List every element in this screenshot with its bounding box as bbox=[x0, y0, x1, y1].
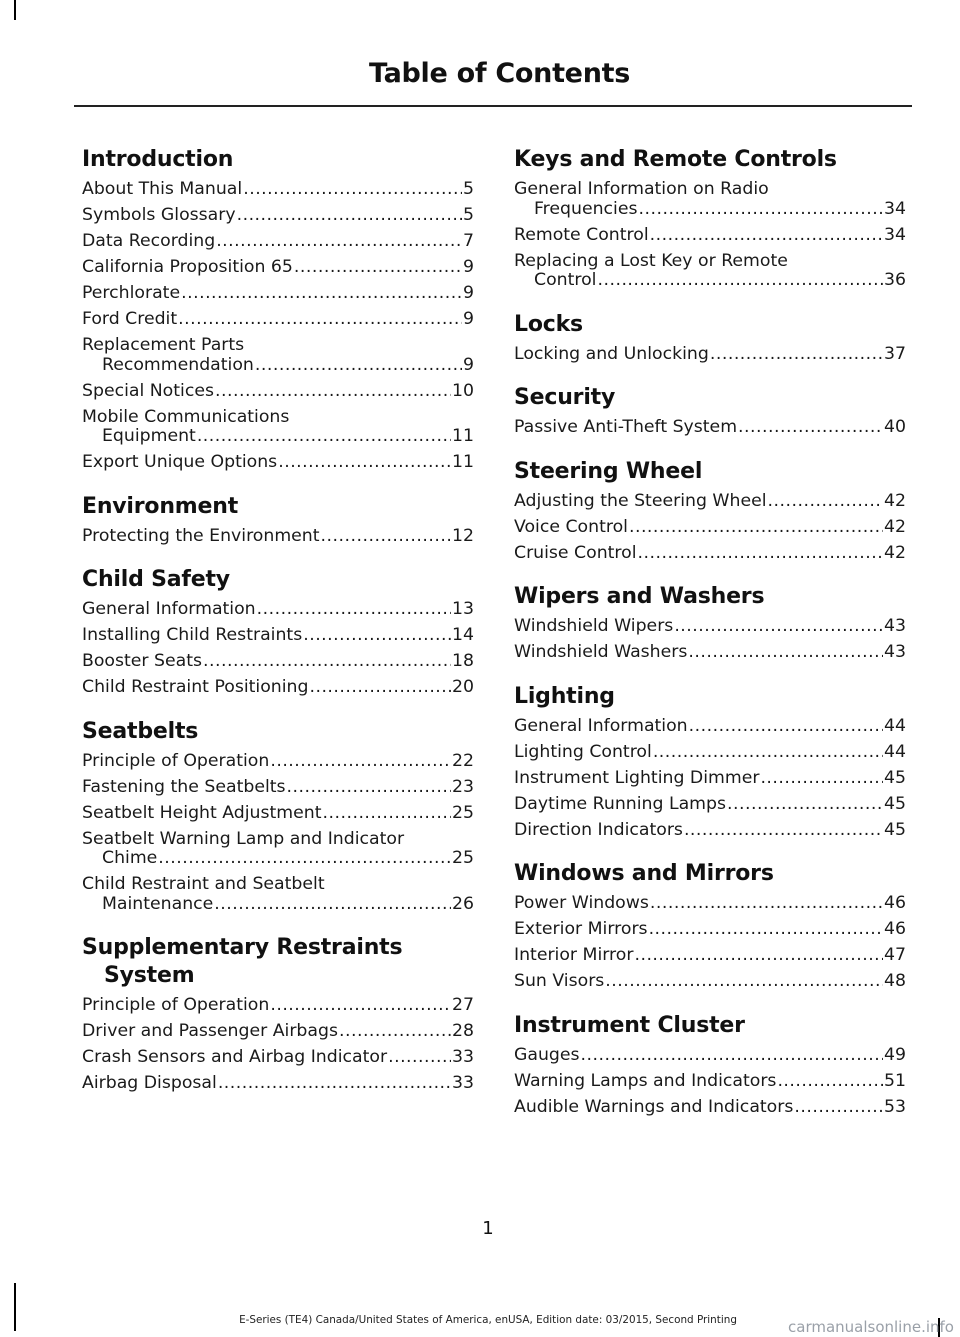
toc-leader-dots bbox=[321, 527, 451, 547]
toc-entry-text: General Information on Radio bbox=[514, 179, 769, 199]
toc-entry[interactable] bbox=[82, 875, 474, 914]
toc-entry[interactable] bbox=[82, 778, 474, 798]
toc-entry-text: Windshield Wipers bbox=[514, 616, 674, 636]
toc-entry-line bbox=[514, 743, 906, 763]
toc-leader-dots bbox=[777, 1072, 883, 1092]
toc-page-number: 51 bbox=[884, 1070, 906, 1091]
toc-entry-text: General Information bbox=[514, 715, 688, 736]
toc-leader-dots bbox=[294, 258, 462, 278]
toc-entry[interactable] bbox=[514, 894, 906, 914]
toc-leader-dots bbox=[255, 356, 462, 376]
toc-entry-line bbox=[514, 972, 906, 992]
toc-entry-text: Crash Sensors and Airbag Indicator bbox=[82, 1047, 388, 1067]
toc-leader-dots bbox=[649, 920, 883, 940]
toc-page-number: 45 bbox=[884, 767, 906, 788]
crop-mark-top-left bbox=[14, 0, 16, 20]
toc-leader-dots bbox=[218, 1074, 451, 1094]
toc-entry-text: Exterior Mirrors bbox=[514, 919, 648, 939]
toc-entry-line bbox=[82, 895, 474, 915]
toc-leader-dots bbox=[203, 652, 451, 672]
toc-section bbox=[514, 683, 906, 841]
section-heading bbox=[514, 311, 906, 339]
toc-page-number: 12 bbox=[452, 525, 474, 546]
toc-entry-text: Interior Mirror bbox=[514, 945, 634, 965]
toc-leader-dots bbox=[674, 617, 883, 637]
toc-entry[interactable] bbox=[514, 920, 906, 940]
toc-entry-line bbox=[82, 600, 474, 620]
toc-entry[interactable] bbox=[514, 769, 906, 789]
toc-leader-dots bbox=[181, 284, 462, 304]
toc-leader-dots bbox=[270, 996, 451, 1016]
section-heading bbox=[514, 384, 906, 412]
toc-entry-line bbox=[514, 920, 906, 940]
section-heading-text: Security bbox=[514, 385, 616, 410]
toc-entry[interactable] bbox=[514, 180, 906, 219]
toc-entry[interactable] bbox=[82, 1074, 474, 1094]
toc-leader-dots bbox=[760, 769, 883, 789]
toc-page-number: 28 bbox=[452, 1021, 474, 1041]
section-heading bbox=[82, 934, 474, 990]
toc-entry-line bbox=[514, 518, 906, 538]
toc-entry-line bbox=[514, 1098, 906, 1118]
toc-entry-line bbox=[82, 1074, 474, 1094]
toc-entry-text: Booster Seats bbox=[82, 651, 202, 671]
toc-leader-dots bbox=[158, 849, 451, 869]
toc-entry-text: Audible Warnings and Indicators bbox=[514, 1096, 794, 1117]
toc-page-number: 53 bbox=[884, 1096, 906, 1117]
toc-page-number: 44 bbox=[884, 741, 906, 762]
toc-page-number: 46 bbox=[884, 893, 906, 913]
toc-page-number: 25 bbox=[452, 802, 474, 823]
toc-section bbox=[514, 311, 906, 365]
toc-entry-line bbox=[82, 626, 474, 646]
toc-entry[interactable] bbox=[82, 1022, 474, 1042]
toc-entry[interactable] bbox=[82, 652, 474, 672]
footer-edition: E-Series (TE4) Canada/United States of America, enUSA, Edition date: 03/2015, Second Printing bbox=[239, 1314, 737, 1326]
toc-page-number: 43 bbox=[884, 642, 906, 662]
toc-section bbox=[82, 493, 474, 547]
section-heading-text: Wipers and Washers bbox=[514, 584, 765, 609]
toc-section bbox=[514, 860, 906, 992]
toc-entry-line bbox=[514, 1046, 906, 1066]
toc-entry-line bbox=[82, 310, 474, 330]
section-heading-text: Introduction bbox=[82, 147, 234, 172]
toc-page-number: 18 bbox=[452, 651, 474, 671]
toc-leader-dots bbox=[388, 1048, 451, 1068]
toc-page-number: 23 bbox=[452, 776, 474, 797]
toc-entry-line bbox=[514, 271, 906, 291]
section-heading-text: Seatbelts bbox=[82, 718, 199, 744]
toc-entry[interactable] bbox=[82, 626, 474, 646]
toc-leader-dots bbox=[257, 600, 451, 620]
toc-entry-text: Passive Anti-Theft System bbox=[514, 417, 738, 437]
toc-entry[interactable] bbox=[82, 678, 474, 698]
toc-leader-dots bbox=[287, 778, 451, 798]
toc-page-number: 45 bbox=[884, 793, 906, 814]
toc-leader-dots bbox=[216, 232, 462, 252]
toc-entry-line bbox=[82, 356, 474, 376]
toc-page-number: 9 bbox=[463, 257, 474, 277]
section-heading-text: Environment bbox=[82, 493, 239, 519]
section-heading bbox=[82, 493, 474, 521]
toc-entry-text: Replacing a Lost Key or Remote bbox=[514, 250, 788, 271]
section-heading bbox=[514, 146, 906, 174]
section-heading bbox=[82, 146, 474, 174]
toc-entry[interactable] bbox=[82, 232, 474, 252]
toc-entry[interactable] bbox=[82, 996, 474, 1016]
toc-page-number: 26 bbox=[452, 893, 474, 914]
toc-leader-dots bbox=[309, 678, 451, 698]
toc-entry-text: Sun Visors bbox=[514, 971, 605, 991]
toc-entry-text: Ford Credit bbox=[82, 309, 178, 329]
toc-entry-line bbox=[514, 717, 906, 737]
section-heading bbox=[514, 1012, 906, 1040]
toc-entry-line bbox=[514, 1072, 906, 1092]
toc-entry-text: Voice Control bbox=[514, 516, 628, 537]
toc-leader-dots bbox=[768, 492, 883, 512]
toc-entry[interactable] bbox=[82, 180, 474, 200]
toc-entry-text: Perchlorate bbox=[82, 283, 181, 303]
toc-entry-line bbox=[82, 527, 474, 547]
toc-leader-dots bbox=[278, 453, 451, 473]
toc-entry-text: Principle of Operation bbox=[82, 995, 270, 1015]
toc-page-number: 9 bbox=[463, 354, 474, 375]
toc-leader-dots bbox=[322, 804, 451, 824]
section-heading bbox=[82, 566, 474, 594]
toc-entry[interactable] bbox=[82, 830, 474, 869]
toc-entry-text: Adjusting the Steering Wheel bbox=[514, 490, 767, 511]
toc-entry-line bbox=[82, 1022, 474, 1042]
toc-page-number: 25 bbox=[452, 848, 474, 868]
toc-entry-line bbox=[514, 252, 906, 272]
toc-entry-text: Child Restraint and Seatbelt bbox=[82, 874, 325, 894]
toc-page-number: 9 bbox=[463, 283, 474, 303]
toc-page-number: 20 bbox=[452, 677, 474, 697]
toc-section bbox=[514, 583, 906, 663]
toc-entry-line bbox=[82, 453, 474, 473]
toc-entry-text: Lighting Control bbox=[514, 741, 652, 762]
toc-page-number: 49 bbox=[884, 1044, 906, 1065]
toc-entry-line bbox=[514, 795, 906, 815]
toc-entry-text-continuation: Equipment bbox=[102, 426, 196, 446]
toc-entry[interactable] bbox=[82, 258, 474, 278]
toc-entry-line bbox=[514, 345, 906, 365]
toc-entry[interactable] bbox=[514, 1046, 906, 1066]
toc-page-number: 34 bbox=[884, 198, 906, 219]
toc-entry-line bbox=[514, 821, 906, 841]
toc-entry-text: General Information bbox=[82, 599, 256, 619]
toc-entry[interactable] bbox=[514, 743, 906, 763]
toc-entry-text: Cruise Control bbox=[514, 542, 637, 563]
header-divider bbox=[74, 105, 912, 107]
toc-section bbox=[514, 458, 906, 564]
toc-entry-text: Replacement Parts bbox=[82, 335, 245, 355]
section-heading-text: Supplementary Restraints bbox=[82, 935, 403, 960]
section-heading-text: Windows and Mirrors bbox=[514, 861, 774, 886]
toc-leader-dots bbox=[653, 743, 883, 763]
toc-entry-text: Seatbelt Height Adjustment bbox=[82, 802, 322, 823]
toc-entry[interactable] bbox=[514, 252, 906, 291]
toc-leader-dots bbox=[178, 310, 462, 330]
toc-entry-line bbox=[514, 180, 906, 200]
toc-leader-dots bbox=[303, 626, 451, 646]
toc-leader-dots bbox=[794, 1098, 883, 1118]
toc-entry[interactable] bbox=[514, 717, 906, 737]
toc-entry-text-continuation: Control bbox=[534, 270, 597, 290]
toc-entry[interactable] bbox=[514, 544, 906, 564]
toc-page-number: 9 bbox=[463, 309, 474, 329]
toc-leader-dots bbox=[650, 894, 883, 914]
toc-entry-line bbox=[82, 232, 474, 252]
toc-page-number: 36 bbox=[884, 270, 906, 290]
toc-entry-line bbox=[82, 752, 474, 772]
toc-entry-text-continuation: Chime bbox=[102, 848, 158, 868]
toc-entry[interactable] bbox=[514, 643, 906, 663]
toc-entry-line bbox=[514, 226, 906, 246]
toc-page-number: 14 bbox=[452, 625, 474, 645]
toc-page-number: 43 bbox=[884, 616, 906, 636]
toc-page-number: 10 bbox=[452, 380, 474, 401]
toc-entry-text: Warning Lamps and Indicators bbox=[514, 1070, 777, 1091]
toc-leader-dots bbox=[629, 518, 883, 538]
toc-page-number: 42 bbox=[884, 490, 906, 511]
toc-page-number: 33 bbox=[452, 1047, 474, 1067]
toc-entry-text: Seatbelt Warning Lamp and Indicator bbox=[82, 828, 405, 849]
toc-entry-text: About This Manual bbox=[82, 179, 243, 199]
section-heading-text: Instrument Cluster bbox=[514, 1012, 745, 1038]
toc-entry[interactable] bbox=[514, 972, 906, 992]
toc-page-number: 34 bbox=[884, 224, 906, 245]
toc-entry-text: Driver and Passenger Airbags bbox=[82, 1021, 338, 1041]
toc-entry-line bbox=[82, 678, 474, 698]
toc-entry-text: Daytime Running Lamps bbox=[514, 793, 726, 814]
toc-leader-dots bbox=[270, 752, 451, 772]
toc-leader-dots bbox=[214, 895, 451, 915]
section-heading-text: Locks bbox=[514, 311, 583, 337]
toc-leader-dots bbox=[605, 972, 883, 992]
toc-entry-line bbox=[82, 875, 474, 895]
toc-page-number: 46 bbox=[884, 919, 906, 939]
toc-entry-line bbox=[82, 778, 474, 798]
toc-page-number: 13 bbox=[452, 599, 474, 619]
toc-leader-dots bbox=[684, 821, 883, 841]
toc-leader-dots bbox=[727, 795, 883, 815]
right-column bbox=[514, 146, 906, 1137]
page-number: 1 bbox=[482, 1218, 494, 1239]
toc-entry[interactable] bbox=[514, 946, 906, 966]
section-heading bbox=[82, 718, 474, 746]
toc-leader-dots bbox=[689, 717, 883, 737]
toc-leader-dots bbox=[581, 1046, 883, 1066]
toc-section bbox=[514, 1012, 906, 1118]
toc-entry-line bbox=[82, 1048, 474, 1068]
toc-entry-text-continuation: Frequencies bbox=[534, 198, 638, 219]
toc-entry-text: Data Recording bbox=[82, 231, 216, 251]
toc-entry[interactable] bbox=[82, 600, 474, 620]
section-heading-continuation: System bbox=[104, 963, 195, 988]
toc-entry-line bbox=[82, 382, 474, 402]
toc-page-number: 40 bbox=[884, 417, 906, 437]
toc-entry-text: Direction Indicators bbox=[514, 819, 683, 840]
toc-entry-text-continuation: Maintenance bbox=[102, 893, 214, 914]
toc-section bbox=[82, 146, 474, 473]
toc-entry-line bbox=[514, 617, 906, 637]
toc-entry-text: Windshield Washers bbox=[514, 642, 688, 662]
toc-entry[interactable] bbox=[514, 518, 906, 538]
toc-entry[interactable] bbox=[82, 284, 474, 304]
section-heading-text: Child Safety bbox=[82, 567, 230, 592]
toc-section bbox=[82, 566, 474, 698]
toc-entry-text: Child Restraint Positioning bbox=[82, 677, 309, 697]
toc-page-number: 45 bbox=[884, 819, 906, 840]
toc-entry-line bbox=[82, 408, 474, 428]
toc-page-number: 42 bbox=[884, 516, 906, 537]
toc-entry[interactable] bbox=[82, 206, 474, 226]
toc-entry-text: Gauges bbox=[514, 1044, 580, 1065]
toc-entry[interactable] bbox=[514, 418, 906, 438]
toc-entry[interactable] bbox=[82, 527, 474, 547]
section-heading bbox=[514, 458, 906, 486]
toc-entry[interactable] bbox=[514, 226, 906, 246]
toc-entry-line bbox=[82, 180, 474, 200]
toc-entry-line bbox=[82, 804, 474, 824]
toc-entry-text: Export Unique Options bbox=[82, 452, 278, 472]
page-title: Table of Contents bbox=[368, 58, 630, 89]
toc-entry[interactable] bbox=[514, 1072, 906, 1092]
toc-page-number: 11 bbox=[452, 426, 474, 446]
toc-page-number: 22 bbox=[452, 750, 474, 771]
toc-page-number: 7 bbox=[463, 231, 474, 251]
toc-entry[interactable] bbox=[514, 617, 906, 637]
toc-leader-dots bbox=[638, 200, 883, 220]
toc-entry[interactable] bbox=[82, 408, 474, 447]
toc-entry-line bbox=[82, 652, 474, 672]
toc-entry-text: Locking and Unlocking bbox=[514, 343, 709, 364]
toc-page-number: 47 bbox=[884, 945, 906, 965]
section-heading-text: Steering Wheel bbox=[514, 458, 703, 484]
toc-page-number: 44 bbox=[884, 715, 906, 736]
toc-entry[interactable] bbox=[82, 804, 474, 824]
toc-leader-dots bbox=[197, 427, 451, 447]
toc-entry-text-continuation: Recommendation bbox=[102, 354, 254, 375]
toc-entry-text: Principle of Operation bbox=[82, 750, 270, 771]
toc-entry[interactable] bbox=[514, 795, 906, 815]
toc-section bbox=[514, 146, 906, 291]
section-heading bbox=[514, 583, 906, 611]
toc-leader-dots bbox=[710, 345, 883, 365]
toc-entry-line bbox=[514, 769, 906, 789]
toc-entry[interactable] bbox=[82, 310, 474, 330]
toc-leader-dots bbox=[339, 1022, 451, 1042]
toc-entry-text: Mobile Communications bbox=[82, 406, 290, 427]
toc-leader-dots bbox=[738, 418, 883, 438]
toc-entry-line bbox=[514, 418, 906, 438]
toc-entry-text: Special Notices bbox=[82, 380, 214, 401]
toc-entry-line bbox=[82, 996, 474, 1016]
toc-page-number: 11 bbox=[452, 452, 474, 472]
toc-leader-dots bbox=[638, 544, 883, 564]
toc-page-number: 5 bbox=[463, 179, 474, 199]
toc-entry-line bbox=[514, 894, 906, 914]
toc-entry-text: Instrument Lighting Dimmer bbox=[514, 767, 760, 788]
toc-entry-text: Symbols Glossary bbox=[82, 205, 236, 225]
section-heading bbox=[514, 683, 906, 711]
toc-entry[interactable] bbox=[82, 453, 474, 473]
toc-entry-text: Power Windows bbox=[514, 893, 649, 913]
toc-entry[interactable] bbox=[82, 336, 474, 375]
toc-entry-text: Remote Control bbox=[514, 224, 649, 245]
toc-page-number: 5 bbox=[463, 205, 474, 225]
toc-entry-line bbox=[82, 284, 474, 304]
toc-entry-line bbox=[514, 946, 906, 966]
toc-entry-line bbox=[514, 492, 906, 512]
toc-entry[interactable] bbox=[514, 492, 906, 512]
toc-entry[interactable] bbox=[82, 382, 474, 402]
toc-leader-dots bbox=[597, 271, 883, 291]
toc-section bbox=[82, 718, 474, 915]
toc-entry[interactable] bbox=[514, 345, 906, 365]
watermark: carmanualsonline.info bbox=[788, 1318, 954, 1336]
left-column bbox=[82, 146, 474, 1114]
toc-entry-text: California Proposition 65 bbox=[82, 257, 293, 277]
toc-entry-line bbox=[514, 544, 906, 564]
toc-entry-line bbox=[82, 830, 474, 850]
section-heading bbox=[514, 860, 906, 888]
toc-leader-dots bbox=[215, 382, 451, 402]
toc-entry-text: Installing Child Restraints bbox=[82, 625, 303, 645]
toc-entry[interactable] bbox=[514, 821, 906, 841]
toc-section bbox=[82, 934, 474, 1094]
toc-entry-line bbox=[82, 336, 474, 356]
toc-page-number: 42 bbox=[884, 542, 906, 563]
toc-entry-line bbox=[82, 206, 474, 226]
toc-page-number: 27 bbox=[452, 995, 474, 1015]
toc-entry[interactable] bbox=[82, 752, 474, 772]
toc-leader-dots bbox=[237, 206, 462, 226]
toc-entry-line bbox=[82, 849, 474, 869]
toc-entry-text: Airbag Disposal bbox=[82, 1073, 217, 1093]
toc-entry[interactable] bbox=[514, 1098, 906, 1118]
toc-entry-line bbox=[514, 643, 906, 663]
toc-page-number: 37 bbox=[884, 343, 906, 364]
toc-entry-line bbox=[82, 427, 474, 447]
toc-leader-dots bbox=[688, 643, 883, 663]
toc-page-number: 48 bbox=[884, 971, 906, 991]
toc-leader-dots bbox=[650, 226, 883, 246]
toc-leader-dots bbox=[243, 180, 462, 200]
section-heading-text: Lighting bbox=[514, 683, 615, 709]
section-heading-text: Keys and Remote Controls bbox=[514, 147, 837, 172]
toc-entry-line bbox=[514, 200, 906, 220]
toc-leader-dots bbox=[634, 946, 883, 966]
toc-entry-line bbox=[82, 258, 474, 278]
toc-entry-text: Protecting the Environment bbox=[82, 525, 320, 546]
toc-entry[interactable] bbox=[82, 1048, 474, 1068]
toc-section bbox=[514, 384, 906, 438]
toc-entry-text: Fastening the Seatbelts bbox=[82, 776, 286, 797]
toc-page-number: 33 bbox=[452, 1073, 474, 1093]
